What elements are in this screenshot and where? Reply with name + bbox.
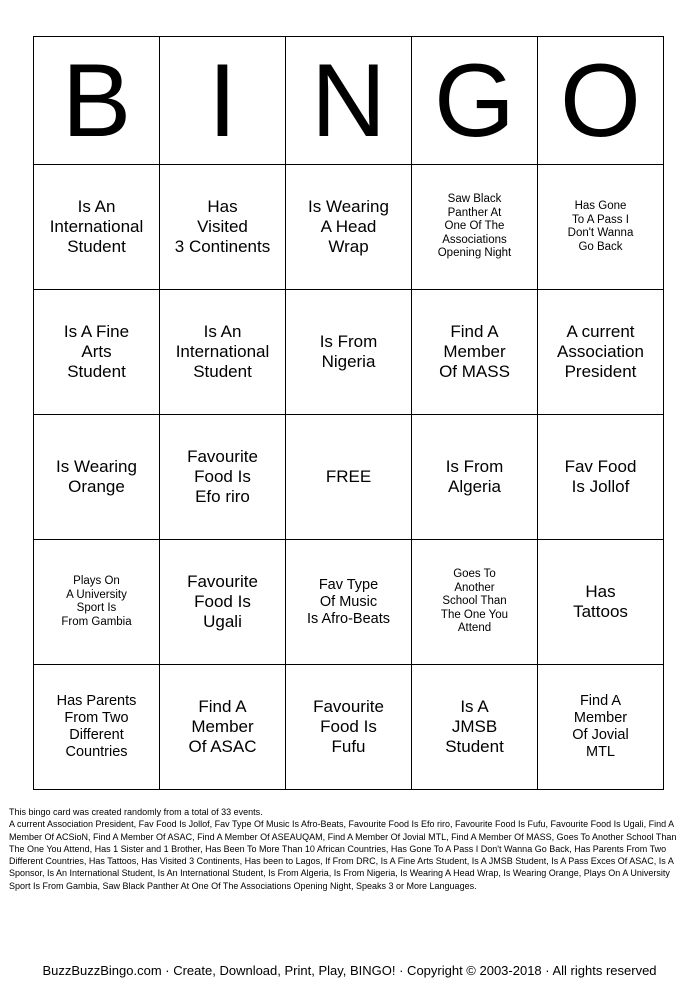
bingo-cell <box>412 540 538 665</box>
bingo-row <box>34 665 664 790</box>
bingo-cell <box>34 415 160 540</box>
bingo-cell <box>538 665 664 790</box>
card-notes-event-list: A current Association President, Fav Food Is Jollof, Fav Type Of Music Is Afro-Beats, Favourite Food Is Efo riro, Favourite Food Is Fufu, Favourite Food Is Ugali, Find A Member Of ACSioN, Find A Member Of ASAC, Find A Member Of ASEAUQAM, Find A Member Of Jovial MTL, Find A Member Of MASS, Goes To Another School Than The One You Attend, Has 1 Sister and 1 Brother, Has Been To More Than 10 African Countries, Has Gone To A Pass I Don't Wanna Go Back, Has Parents From Two Different Countries, Has Tattoos, Has Visited 3 Continents, Has been to Lagos, If From DRC, Is A Fine Arts Student, Is A JMSB Student, Is A Pass Exces Of ASAC, Is A Sponsor, Is An International Student, Is An International Student, Is From Algeria, Is From Nigeria, Is Wearing A Head Wrap, Is Wearing Orange, Plays On A University Sport Is From Gambia, Saw Black Panther At One Of The Associations Opening Night, Speaks 3 or More Languages. <box>9 819 677 891</box>
cell-text: Has Tattoos <box>573 582 628 621</box>
bingo-cell <box>286 165 412 290</box>
bingo-cell <box>34 540 160 665</box>
bingo-cell <box>34 290 160 415</box>
bingo-cell <box>286 665 412 790</box>
bingo-cell <box>412 290 538 415</box>
bingo-row <box>34 165 664 290</box>
bingo-cell <box>160 540 286 665</box>
bingo-cell <box>160 165 286 290</box>
cell-text: Favourite Food Is Efo riro <box>187 447 258 506</box>
cell-text: Is From Algeria <box>445 457 504 496</box>
bingo-cell <box>538 290 664 415</box>
bingo-cell <box>160 665 286 790</box>
cell-text: Saw Black Panther At One Of The Associations Opening Night <box>437 193 512 260</box>
header-letter: O <box>538 37 664 165</box>
bingo-row <box>34 290 664 415</box>
footer-copyright: BuzzBuzzBingo.com · Create, Download, Print, Play, BINGO! · Copyright © 2003-2018 · All rights reserved <box>42 963 657 978</box>
cell-text: A current Association President <box>557 322 644 381</box>
bingo-cell <box>286 540 412 665</box>
cell-text: Favourite Food Is Fufu <box>313 697 384 756</box>
cell-text: Find A Member Of MASS <box>439 322 510 381</box>
bingo-cell <box>160 415 286 540</box>
cell-text: Fav Food Is Jollof <box>564 457 637 496</box>
bingo-cell <box>160 290 286 415</box>
bingo-header-row <box>34 37 664 165</box>
cell-text: Fav Type Of Music Is Afro-Beats <box>306 576 390 627</box>
cell-text: Has Visited 3 Continents <box>174 197 271 256</box>
cell-text: Plays On A University Sport Is From Gambia <box>61 575 132 628</box>
cell-text: Find A Member Of ASAC <box>188 697 257 756</box>
cell-text: Is A JMSB Student <box>445 697 504 756</box>
free-space-cell <box>286 415 412 540</box>
cell-text: Find A Member Of Jovial MTL <box>572 693 629 760</box>
bingo-cell <box>286 290 412 415</box>
header-letter: I <box>160 37 286 165</box>
card-notes-intro: This bingo card was created randomly from a total of 33 events. <box>9 807 263 817</box>
cell-text: Is An International Student <box>175 322 270 381</box>
bingo-cell <box>412 415 538 540</box>
cell-text: Favourite Food Is Ugali <box>187 572 258 631</box>
bingo-cell <box>538 415 664 540</box>
cell-text: Is Wearing Orange <box>56 457 137 496</box>
cell-text: Is An International Student <box>49 197 144 256</box>
bingo-cell <box>538 165 664 290</box>
bingo-row <box>34 540 664 665</box>
card-notes <box>9 806 691 892</box>
bingo-cell <box>412 165 538 290</box>
cell-text: Is A Fine Arts Student <box>63 322 130 381</box>
cell-text: Is Wearing A Head Wrap <box>308 197 389 256</box>
bingo-cell <box>34 665 160 790</box>
header-letter: G <box>412 37 538 165</box>
cell-text: Is From Nigeria <box>319 332 378 371</box>
bingo-card <box>33 36 664 790</box>
cell-text: Goes To Another School Than The One You Attend <box>440 568 509 635</box>
header-letter: N <box>286 37 412 165</box>
header-letter: B <box>34 37 160 165</box>
bingo-cell <box>34 165 160 290</box>
bingo-cell <box>412 665 538 790</box>
free-space-text: FREE <box>325 467 372 486</box>
cell-text: Has Gone To A Pass I Don't Wanna Go Back <box>567 200 634 253</box>
bingo-cell <box>538 540 664 665</box>
bingo-row <box>34 415 664 540</box>
cell-text: Has Parents From Two Different Countries <box>56 693 137 760</box>
